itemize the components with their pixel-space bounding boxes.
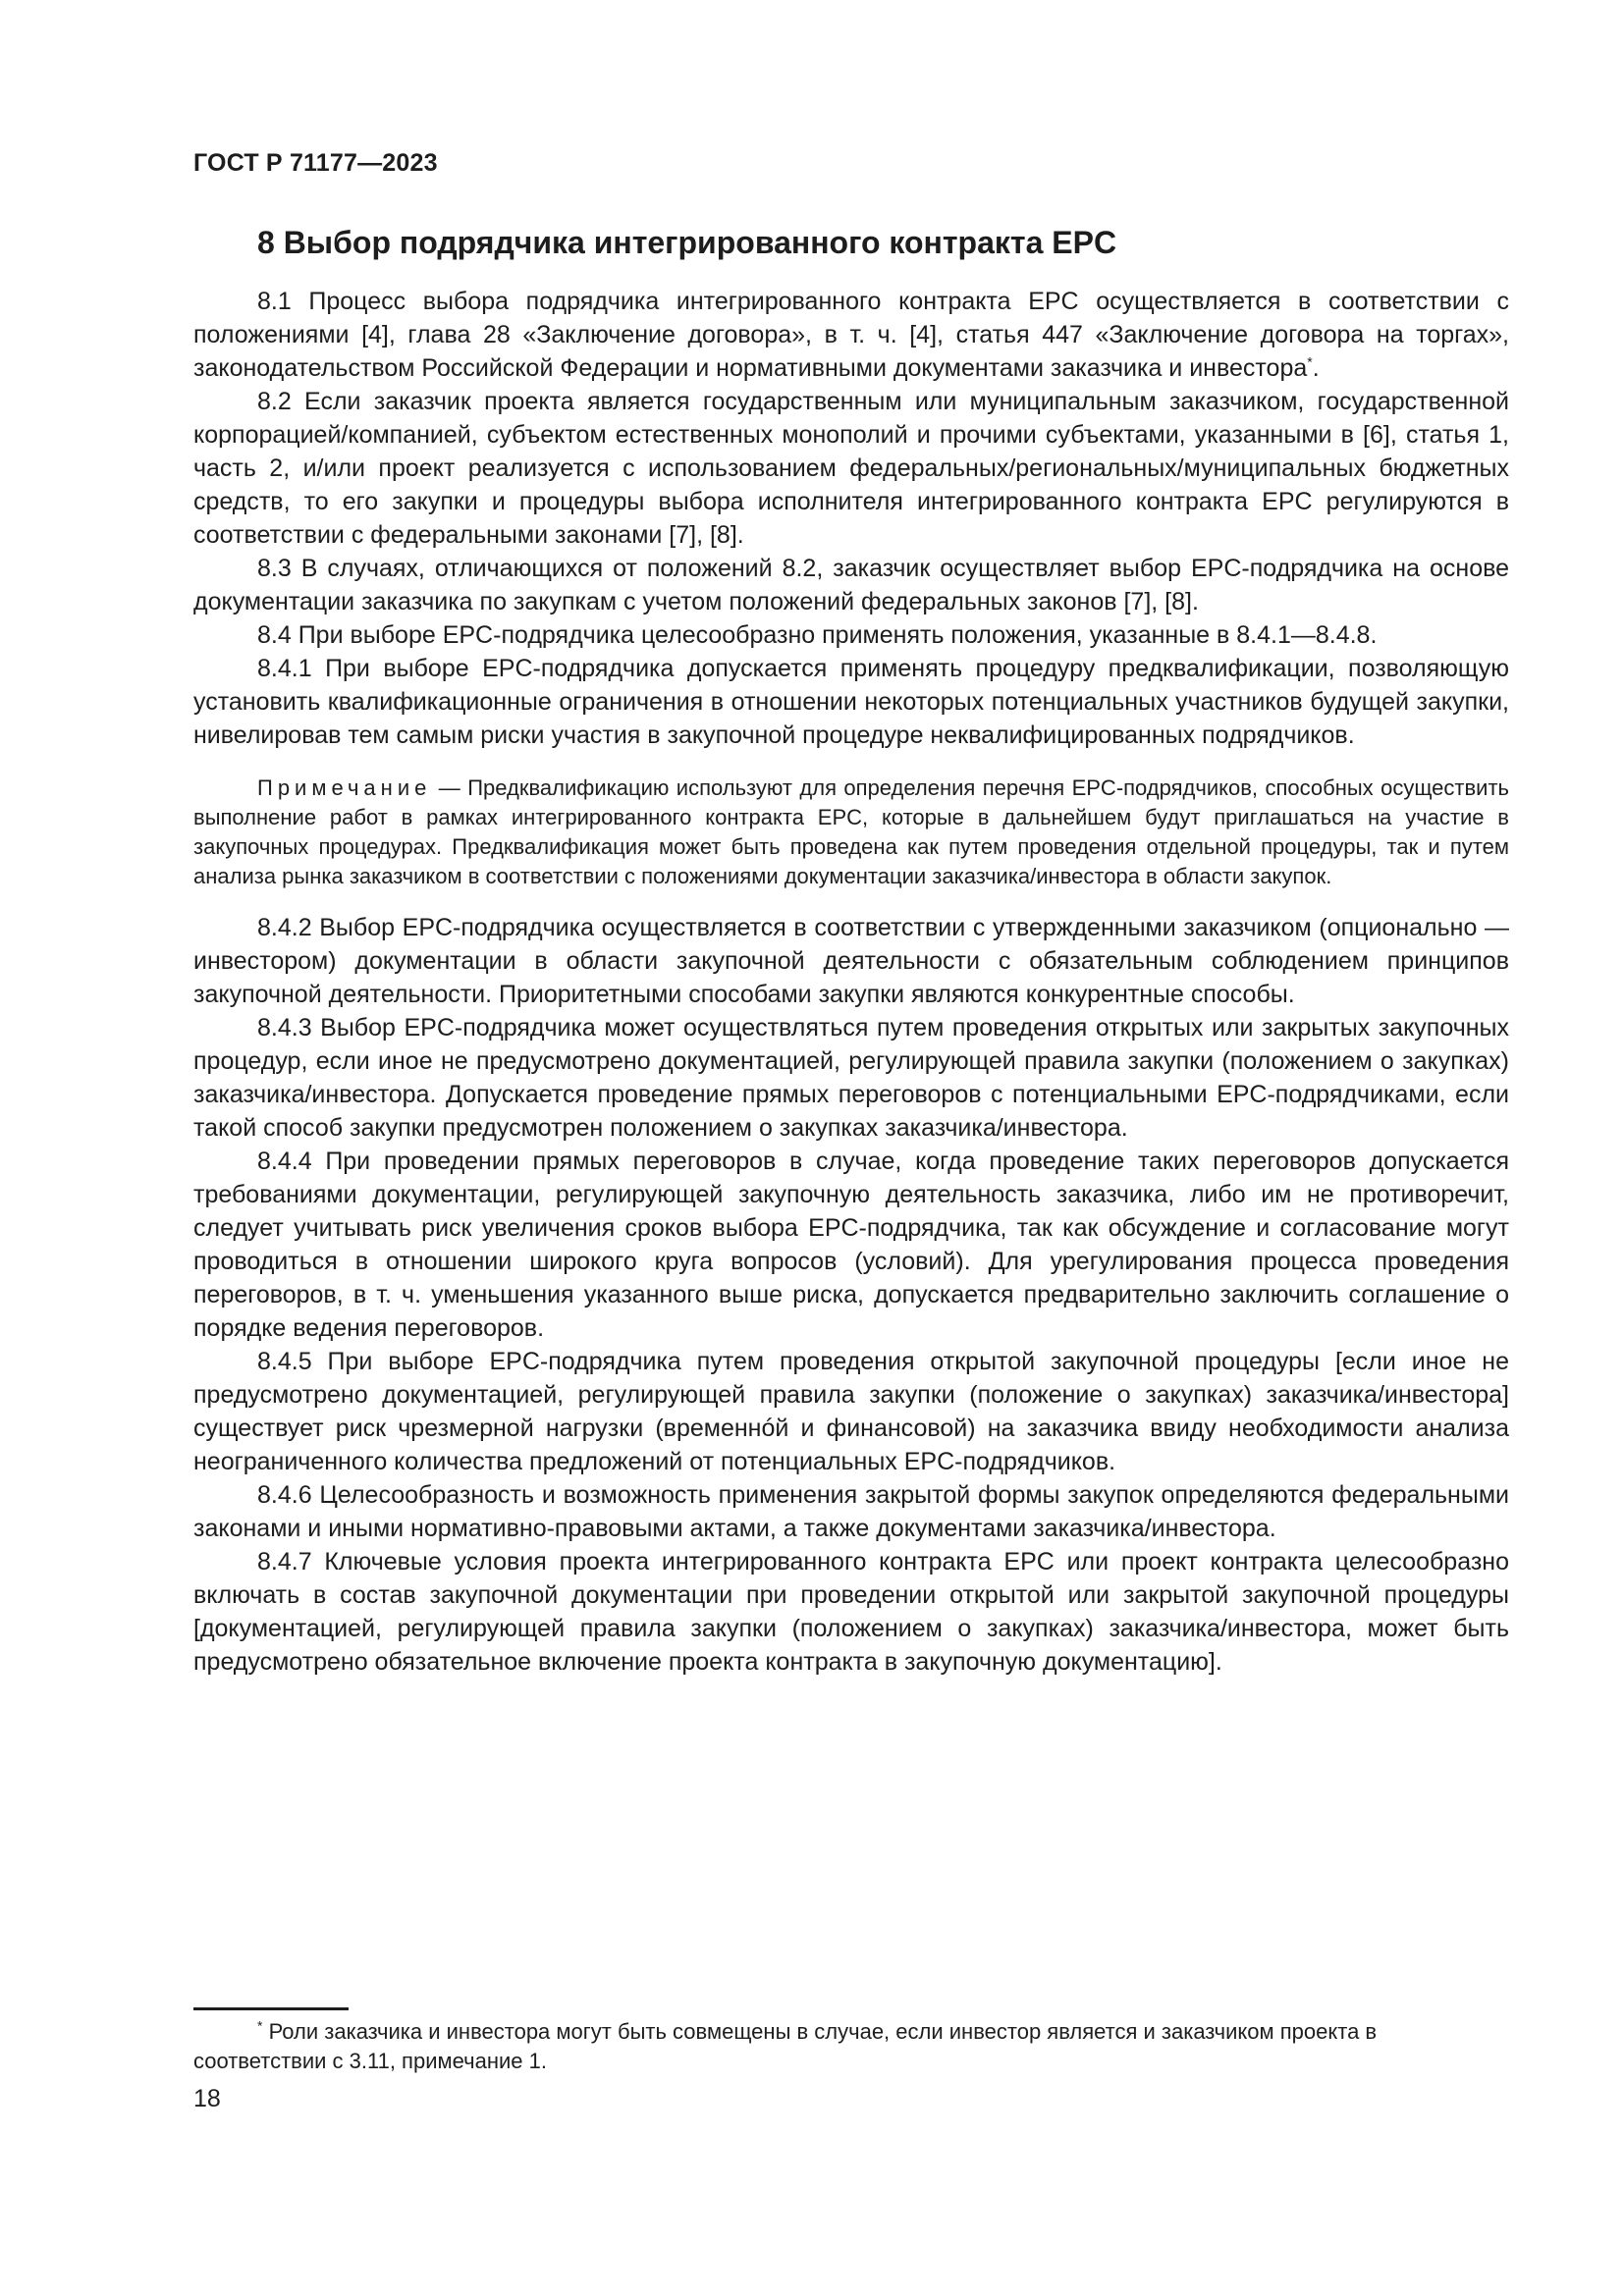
paragraph-8-4-1: 8.4.1 При выборе EPC-подрядчика допускается применять процедуру предквалификации, позволяющую установить квалификационные ограничения в отношении некоторых потенциальных участников будущей закупки, нивелировав тем самым риски участия в закупочной процедуре неквалифицированных подрядчиков.	[193, 655, 1509, 749]
footnote-mark: *	[257, 2017, 263, 2034]
page-number: 18	[193, 2085, 221, 2112]
footnote	[193, 2017, 1509, 2076]
note	[193, 774, 1509, 891]
paragraph-8-1-text: 8.1 Процесс выбора подрядчика интегрированного контракта EPC осуществляется в соответствии с положениями [4], глава 28 «Заключение договора», в т. ч. [4], статья 447 «Заключение договора на торгах», законодательством Российской Федерации и нормативными документами заказчика и инвестора	[193, 288, 1509, 382]
paragraph-8-4-3: 8.4.3 Выбор EPC-подрядчика может осуществляться путем проведения открытых или закрытых закупочных процедур, если иное не предусмотрено документацией, регулирующей правила закупки (положением о закупках) заказчика/инвестора. Допускается проведение прямых переговоров с потенциальными EPC-подрядчиками, если такой способ закупки предусмотрен положением о закупках заказчика/инвестора.	[193, 1014, 1509, 1142]
section-body	[193, 285, 1509, 1679]
paragraph-8-4-2: 8.4.2 Выбор EPC-подрядчика осуществляется в соответствии с утвержденными заказчиком (опционально — инвестором) документации в области закупочной деятельности с обязательным соблюдением принципов закупочной деятельности. Приоритетными способами закупки являются конкурентные способы.	[193, 914, 1509, 1008]
paragraph-8-4: 8.4 При выборе EPC-подрядчика целесообразно применять положения, указанные в 8.4.1—8.4.8.	[257, 621, 1378, 649]
paragraph-8-1	[193, 285, 1509, 385]
document-header: ГОСТ Р 71177—2023	[193, 149, 438, 177]
paragraph-8-3: 8.3 В случаях, отличающихся от положений 8.2, заказчик осуществляет выбор EPC-подрядчика на основе документации заказчика по закупкам с учетом положений федеральных законов [7], [8].	[193, 555, 1509, 615]
paragraph-8-1-end: .	[1312, 354, 1320, 382]
footnote-text: Роли заказчика и инвестора могут быть совмещены в случае, если инвестор является и заказчиком проекта в соответствии с 3.11, примечание 1.	[193, 2019, 1378, 2073]
paragraph-8-4-5: 8.4.5 При выборе EPC-подрядчика путем проведения открытой закупочной процедуры [если иное не предусмотрено документацией, регулирующей правила закупки (положение о закупках) заказчика/инвестора] существует риск чрезмерной нагрузки (временнóй и финансовой) на заказчика ввиду необходимости анализа неограниченного количества предложений от потенциальных EPC-подрядчиков.	[193, 1348, 1509, 1475]
note-text: — Предквалификацию используют для определения перечня EPC-подрядчиков, способных осуществить выполнение работ в рамках интегрированного контракта EPC, которые в дальнейшем будут приглашаться на участие в закупочных процедурах. Предквалификация может быть проведена как путем проведения отдельной процедуры, так и путем анализа рынка заказчиком в соответствии с положениями документации заказчика/инвестора в области закупок.	[193, 775, 1509, 888]
note-label: Примечание	[257, 775, 432, 800]
paragraph-8-4-6: 8.4.6 Целесообразность и возможность применения закрытой формы закупок определяются федеральными законами и иными нормативно-правовыми актами, а также документами заказчика/инвестора.	[193, 1481, 1509, 1542]
paragraph-8-4-4: 8.4.4 При проведении прямых переговоров в случае, когда проведение таких переговоров допускается требованиями документации, регулирующей закупочную деятельность заказчика, либо им не противоречит, следует учитывать риск увеличения сроков выбора EPC-подрядчика, так как обсуждение и согласование могут проводиться в отношении широкого круга вопросов (условий). Для урегулирования процесса проведения переговоров, в т. ч. уменьшения указанного выше риска, допускается предварительно заключить соглашение о порядке ведения переговоров.	[193, 1148, 1509, 1342]
footnote-reference: *	[1307, 353, 1313, 370]
section-title: 8 Выбор подрядчика интегрированного контракта EPC	[257, 225, 1117, 260]
paragraph-8-2: 8.2 Если заказчик проекта является государственным или муниципальным заказчиком, государственной корпорацией/компанией, субъектом естественных монополий и прочими субъектами, указанными в [6], статья 1, часть 2, и/или проект реализуется с использованием федеральных/региональных/муниципальных бюджетных средств, то его закупки и процедуры выбора исполнителя интегрированного контракта EPC регулируются в соответствии с федеральными законами [7], [8].	[193, 388, 1509, 549]
footnote-divider	[193, 2007, 349, 2010]
paragraph-8-4-7: 8.4.7 Ключевые условия проекта интегрированного контракта EPC или проект контракта целесообразно включать в состав закупочной документации при проведении открытой или закрытой закупочной процедуры [документацией, регулирующей правила закупки (положением о закупках) заказчика/инвестора, может быть предусмотрено обязательное включение проекта контракта в закупочную документацию].	[193, 1548, 1509, 1676]
